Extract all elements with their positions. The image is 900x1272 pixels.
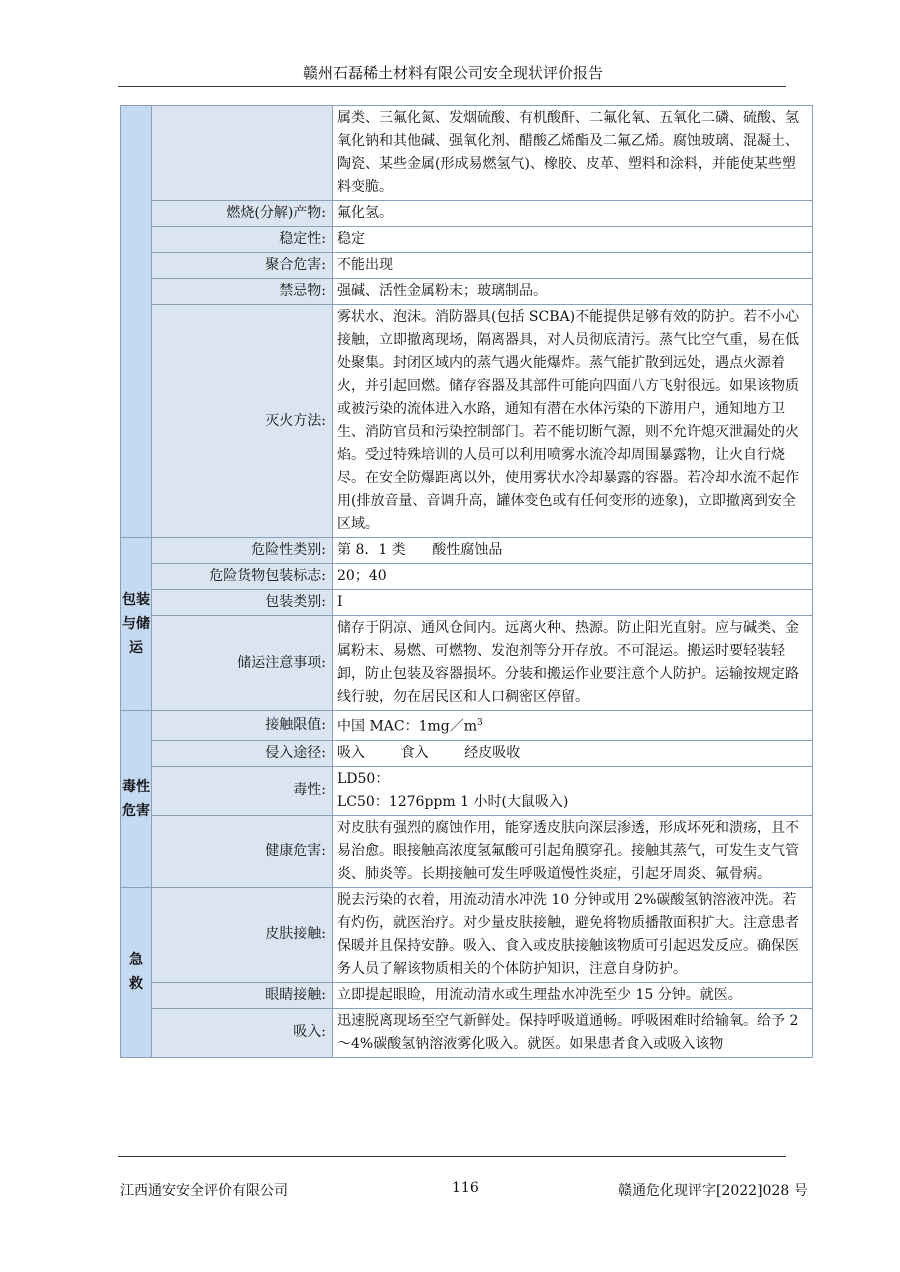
table-row — [121, 590, 813, 616]
table-row — [121, 564, 813, 590]
package-mark-label: 危险货物包装标志: — [152, 564, 333, 590]
table-row — [121, 887, 813, 982]
hazard-class-num: 第 8．1 类 — [337, 542, 406, 558]
category-toxicity — [121, 711, 152, 888]
firefighting-label: 灭火方法: — [152, 305, 333, 538]
category-transport — [121, 538, 152, 711]
ld50-text: LD50： — [337, 770, 390, 787]
stability-label: 稳定性: — [152, 227, 333, 253]
lc50-text: LC50：1276ppm 1 小时(大鼠吸入) — [337, 793, 569, 810]
storage-label: 储运注意事项: — [152, 616, 333, 711]
forbidden-label: 禁忌物: — [152, 279, 333, 305]
table-row — [121, 305, 813, 538]
table-row — [121, 711, 813, 741]
table-row — [121, 982, 813, 1008]
table-row — [121, 1008, 813, 1057]
exposure-limit-sup: 3 — [477, 718, 483, 728]
health-hazard-label: 健康危害: — [152, 815, 333, 887]
footer-doc-number: 赣通危化现评字[2022]028 号 — [618, 1183, 808, 1199]
package-type-value: Ⅰ — [333, 590, 813, 616]
category-toxicity-label: 毒性危害 — [122, 778, 150, 819]
exposure-limit-label: 接触限值: — [152, 711, 333, 741]
skin-contact-value: 脱去污染的衣着，用流动清水冲洗 10 分钟或用 2%碳酸氢钠溶液冲洗。若有灼伤，就医治疗。对少量皮肤接触，避免将物质播散面积扩大。注意患者保暖并且保持安静。吸入、食入或皮肤接触该物质可引起迟发反应。确保医务人员了解该物质相关的个体防护知识，注意自身防护。 — [333, 887, 813, 982]
firefighting-value: 雾状水、泡沫。消防器具(包括 SCBA)不能提供足够有效的防护。若不小心接触，立即撤离现场，隔离器具，对人员彻底清污。蒸气比空气重，易在低处聚集。封闭区域内的蒸气遇火能爆炸。蒸气能扩散到远处，遇点火源着火，并引起回燃。储存容器及其部件可能向四面八方飞射很远。如果该物质或被污染的流体进入水路，通知有潜在水体污染的下游用户，通知地方卫生、消防官员和污染控制部门。若不能切断气源，则不允许熄灭泄漏处的火焰。受过特殊培训的人员可以利用喷雾水流冷却周围暴露物，让火自行烧尽。在安全防爆距离以外，使用雾状水冷却暴露的容器。若冷却水流不起作用(排放音量、音调升高，罐体变色或有任何变形的迹象)，立即撤离到安全区域。 — [333, 305, 813, 538]
table-row — [121, 253, 813, 279]
health-hazard-value: 对皮肤有强烈的腐蚀作用，能穿透皮肤向深层渗透，形成坏死和溃疡，且不易治愈。眼接触高浓度氢氟酸可引起角膜穿孔。接触其蒸气，可发生支气管炎、肺炎等。长期接触可发生呼吸道慢性炎症，引起牙周炎、氟骨病。 — [333, 815, 813, 887]
stability-value: 稳定 — [333, 227, 813, 253]
eye-contact-value: 立即提起眼睑，用流动清水或生理盐水冲洗至少 15 分钟。就医。 — [333, 982, 813, 1008]
exposure-limit-value — [333, 711, 813, 741]
msds-table-wrapper — [120, 105, 813, 1058]
category-cell-empty — [121, 106, 152, 538]
table-row — [121, 201, 813, 227]
hazard-class-value — [333, 538, 813, 564]
header-divider — [118, 86, 786, 87]
table-row — [121, 766, 813, 815]
eye-contact-label: 眼睛接触: — [152, 982, 333, 1008]
category-transport-label: 包装与储运 — [122, 592, 150, 656]
category-firstaid-label: 急 救 — [129, 952, 143, 993]
route-label: 侵入途径: — [152, 740, 333, 766]
polymerization-value: 不能出现 — [333, 253, 813, 279]
route-ingestion: 食入 — [400, 744, 429, 761]
hazard-class-name: 酸性腐蚀品 — [432, 542, 503, 558]
table-row — [121, 815, 813, 887]
table-row — [121, 538, 813, 564]
route-inhalation: 吸入 — [337, 744, 365, 761]
combustion-products-label: 燃烧(分解)产物: — [152, 201, 333, 227]
page-number: 116 — [452, 1180, 479, 1196]
toxicity-value — [333, 766, 813, 815]
table-row — [121, 740, 813, 766]
page-header-title: 赣州石磊稀土材料有限公司安全现状评价报告 — [302, 64, 603, 82]
polymerization-label: 聚合危害: — [152, 253, 333, 279]
inhalation-label: 吸入: — [152, 1008, 333, 1057]
table-row — [121, 616, 813, 711]
skin-contact-label: 皮肤接触: — [152, 887, 333, 982]
table-row — [121, 227, 813, 253]
msds-table — [120, 105, 813, 1058]
package-mark-value: 20；40 — [333, 564, 813, 590]
forbidden-value: 强碱、活性金属粉末；玻璃制品。 — [333, 279, 813, 305]
inhalation-value: 迅速脱离现场至空气新鲜处。保持呼吸道通畅。呼吸困难时给输氧。给予 2～4%碳酸氢钠溶液雾化吸入。就医。如果患者食入或吸入该物 — [333, 1008, 813, 1057]
combustion-products-value: 氟化氢。 — [333, 201, 813, 227]
footer-company: 江西通安安全评价有限公司 — [120, 1183, 288, 1199]
incompatible-continued-value: 属类、三氟化氮、发烟硫酸、有机酸酐、二氟化氧、五氧化二磷、硫酸、氢氧化钠和其他碱、强氧化剂、醋酸乙烯酯及二氟乙烯。腐蚀玻璃、混凝土、陶瓷、某些金属(形成易燃氢气)、橡胶、皮革、塑料和涂料，并能使某些塑料变脆。 — [333, 106, 813, 201]
package-type-label: 包装类别: — [152, 590, 333, 616]
route-value — [333, 740, 813, 766]
toxicity-label: 毒性: — [152, 766, 333, 815]
category-firstaid — [121, 887, 152, 1057]
storage-value: 储存于阴凉、通风仓间内。远离火种、热源。防止阳光直射。应与碱类、金属粉末、易燃、可燃物、发泡剂等分开存放。不可混运。搬运时要轻装轻卸，防止包装及容器损坏。分装和搬运作业要注意个人防护。运输按规定路线行驶，勿在居民区和人口稠密区停留。 — [333, 616, 813, 711]
table-row — [121, 279, 813, 305]
footer-divider — [118, 1156, 786, 1157]
table-row — [121, 106, 813, 201]
exposure-limit-text: 中国 MAC：1mg／m — [337, 718, 478, 735]
route-skin: 经皮吸收 — [464, 744, 521, 761]
row-label — [152, 106, 333, 201]
hazard-class-label: 危险性类别: — [152, 538, 333, 564]
